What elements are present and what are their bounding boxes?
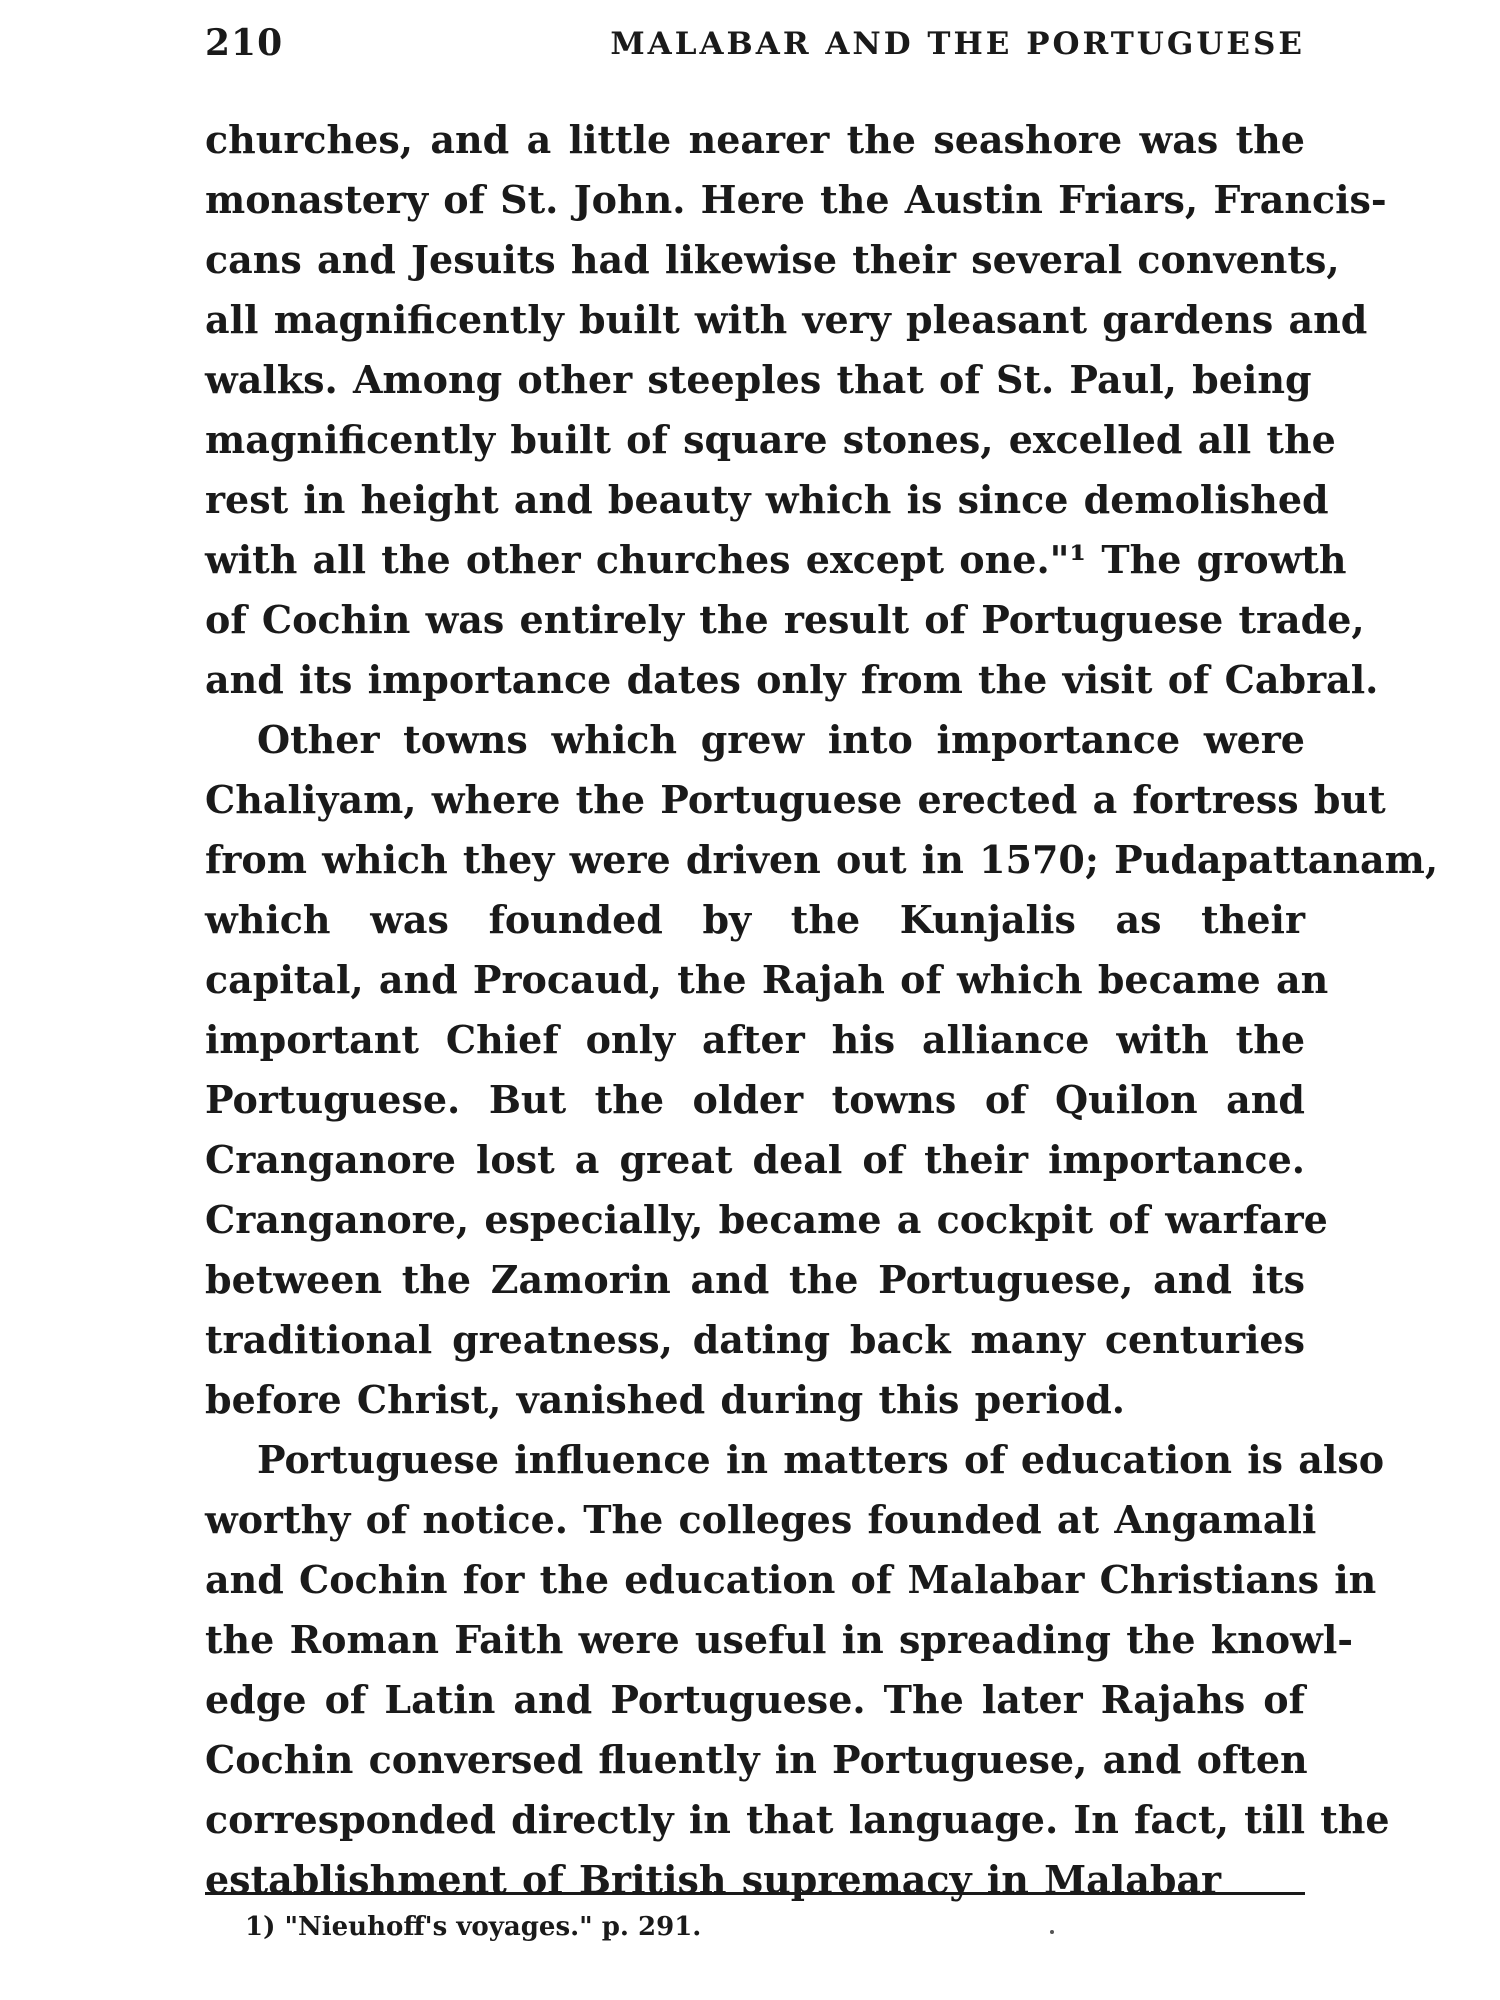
paragraph bbox=[205, 110, 1387, 710]
text-line: the Roman Faith were useful in spreading the knowl- bbox=[205, 1617, 1354, 1662]
text-line: Chaliyam, where the Portuguese erected a fortress but bbox=[205, 777, 1386, 822]
text-line: churches, and a little nearer the seashore was the bbox=[205, 117, 1305, 162]
text-line: magnificently built of square stones, excelled all the bbox=[205, 417, 1336, 462]
text-line: corresponded directly in that language. In fact, till the bbox=[205, 1797, 1390, 1842]
paragraph bbox=[205, 710, 1439, 1430]
text-line: with all the other churches except one."¹ The growth bbox=[205, 537, 1347, 582]
page-number: 210 bbox=[205, 22, 284, 64]
text-line: from which they were driven out in 1570; Pudapattanam, bbox=[205, 837, 1439, 882]
text-line: which was founded by the Kunjalis as their bbox=[205, 897, 1305, 942]
text-line: cans and Jesuits had likewise their several convents, bbox=[205, 237, 1340, 282]
text-line: worthy of notice. The colleges founded at Angamali bbox=[205, 1497, 1317, 1542]
text-line: edge of Latin and Portuguese. The later Rajahs of bbox=[205, 1677, 1305, 1722]
text-line: important Chief only after his alliance with the bbox=[205, 1017, 1305, 1062]
text-line: Other towns which grew into importance were bbox=[257, 717, 1305, 762]
text-line: monastery of St. John. Here the Austin Friars, Francis- bbox=[205, 177, 1387, 222]
text-line: traditional greatness, dating back many centuries bbox=[205, 1317, 1305, 1362]
page-header bbox=[205, 22, 1305, 72]
scan-speck bbox=[1050, 1930, 1054, 1934]
text-line: Portuguese influence in matters of education is also bbox=[257, 1437, 1385, 1482]
text-line: establishment of British supremacy in Malabar bbox=[205, 1857, 1222, 1902]
text-line: capital, and Procaud, the Rajah of which became an bbox=[205, 957, 1329, 1002]
text-line: Cochin conversed fluently in Portuguese, and often bbox=[205, 1737, 1308, 1782]
text-line: Cranganore, especially, became a cockpit of warfare bbox=[205, 1197, 1328, 1242]
text-line: between the Zamorin and the Portuguese, and its bbox=[205, 1257, 1305, 1302]
text-line: rest in height and beauty which is since demolished bbox=[205, 477, 1329, 522]
running-title: MALABAR AND THE PORTUGUESE bbox=[610, 26, 1305, 62]
footnote-divider bbox=[205, 1892, 1305, 1895]
text-line: before Christ, vanished during this period. bbox=[205, 1377, 1126, 1422]
text-line: Portuguese. But the older towns of Quilon and bbox=[205, 1077, 1305, 1122]
text-line: Cranganore lost a great deal of their importance. bbox=[205, 1137, 1305, 1182]
footnote: 1) "Nieuhoff's voyages." p. 291. bbox=[245, 1912, 702, 1942]
text-line: all magnificently built with very pleasant gardens and bbox=[205, 297, 1368, 342]
text-line: and its importance dates only from the visit of Cabral. bbox=[205, 657, 1379, 702]
text-line: walks. Among other steeples that of St. Paul, being bbox=[205, 357, 1312, 402]
body-text bbox=[205, 110, 1439, 1910]
paragraph bbox=[205, 1430, 1390, 1910]
text-line: and Cochin for the education of Malabar Christians in bbox=[205, 1557, 1377, 1602]
text-line: of Cochin was entirely the result of Portuguese trade, bbox=[205, 597, 1365, 642]
